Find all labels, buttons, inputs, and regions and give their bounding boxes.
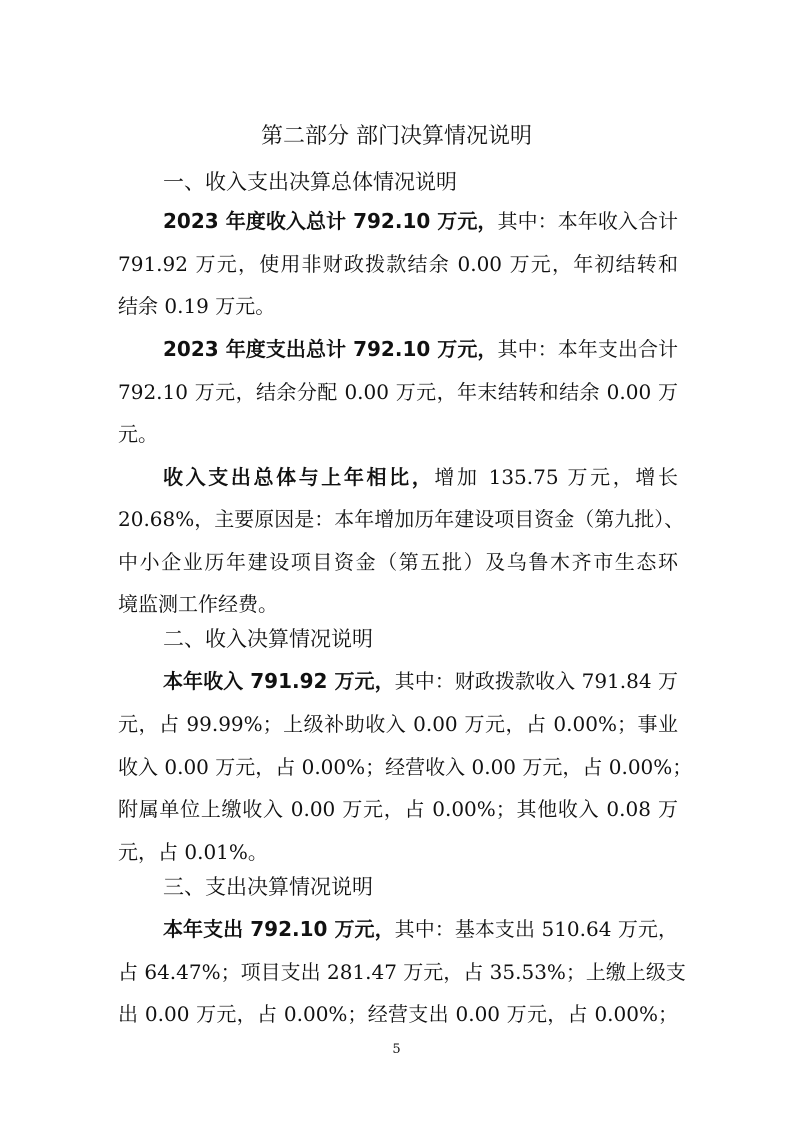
- paragraph-line: 中小企业历年建设项目资金（第五批）及乌鲁木齐市生态环: [118, 550, 678, 574]
- section-heading-2: 二、收入决算情况说明: [163, 627, 373, 651]
- paragraph-line: 792.10 万元，结余分配 0.00 万元，年末结转和结余 0.00 万: [118, 380, 678, 404]
- paragraph-line: 元，占 0.01%。: [118, 840, 268, 864]
- bold-lead: 本年支出 792.10 万元，: [163, 917, 395, 941]
- paragraph-line: [163, 915, 678, 943]
- paragraph-line: 出 0.00 万元，占 0.00%；经营支出 0.00 万元，占 0.00%；: [118, 1002, 678, 1026]
- section-heading-1: 一、收入支出决算总体情况说明: [163, 170, 457, 194]
- line-text: 其中：财政拨款收入 791.84 万: [394, 669, 678, 693]
- page-title: 第二部分 部门决算情况说明: [261, 124, 532, 149]
- paragraph-line: [163, 207, 678, 235]
- paragraph-line: 境监测工作经费。: [118, 592, 278, 616]
- line-text: 其中：基本支出 510.64 万元，: [394, 917, 678, 941]
- paragraph-line: 占 64.47%；项目支出 281.47 万元，占 35.53%；上缴上级支: [118, 960, 686, 984]
- line-text: 其中：本年收入合计: [497, 209, 679, 233]
- bold-lead: 2023 年度收入总计 792.10 万元，: [163, 209, 498, 233]
- paragraph-line: 元。: [118, 422, 158, 446]
- line-text: 增加 135.75 万元，增长: [434, 465, 679, 489]
- paragraph-line: 收入 0.00 万元，占 0.00%；经营收入 0.00 万元，占 0.00%；: [118, 755, 693, 779]
- paragraph-line: [163, 335, 678, 363]
- bold-lead: 本年收入 791.92 万元，: [163, 669, 395, 693]
- paragraph-line: 20.68%，主要原因是：本年增加历年建设项目资金（第九批）、: [118, 507, 685, 531]
- paragraph-line: 结余 0.19 万元。: [118, 294, 276, 318]
- page-number: 5: [392, 1042, 401, 1057]
- line-text: 其中：本年支出合计: [497, 337, 679, 361]
- bold-lead: 收入支出总体与上年相比，: [163, 465, 435, 489]
- paragraph-line: 附属单位上缴收入 0.00 万元，占 0.00%；其他收入 0.08 万: [118, 797, 678, 821]
- bold-lead: 2023 年度支出总计 792.10 万元，: [163, 337, 498, 361]
- section-heading-3: 三、支出决算情况说明: [163, 875, 373, 899]
- paragraph-line: [163, 463, 678, 491]
- paragraph-line: [163, 667, 678, 695]
- paragraph-line: 791.92 万元，使用非财政拨款结余 0.00 万元，年初结转和: [118, 252, 678, 276]
- paragraph-line: 元，占 99.99%；上级补助收入 0.00 万元，占 0.00%；事业: [118, 712, 678, 736]
